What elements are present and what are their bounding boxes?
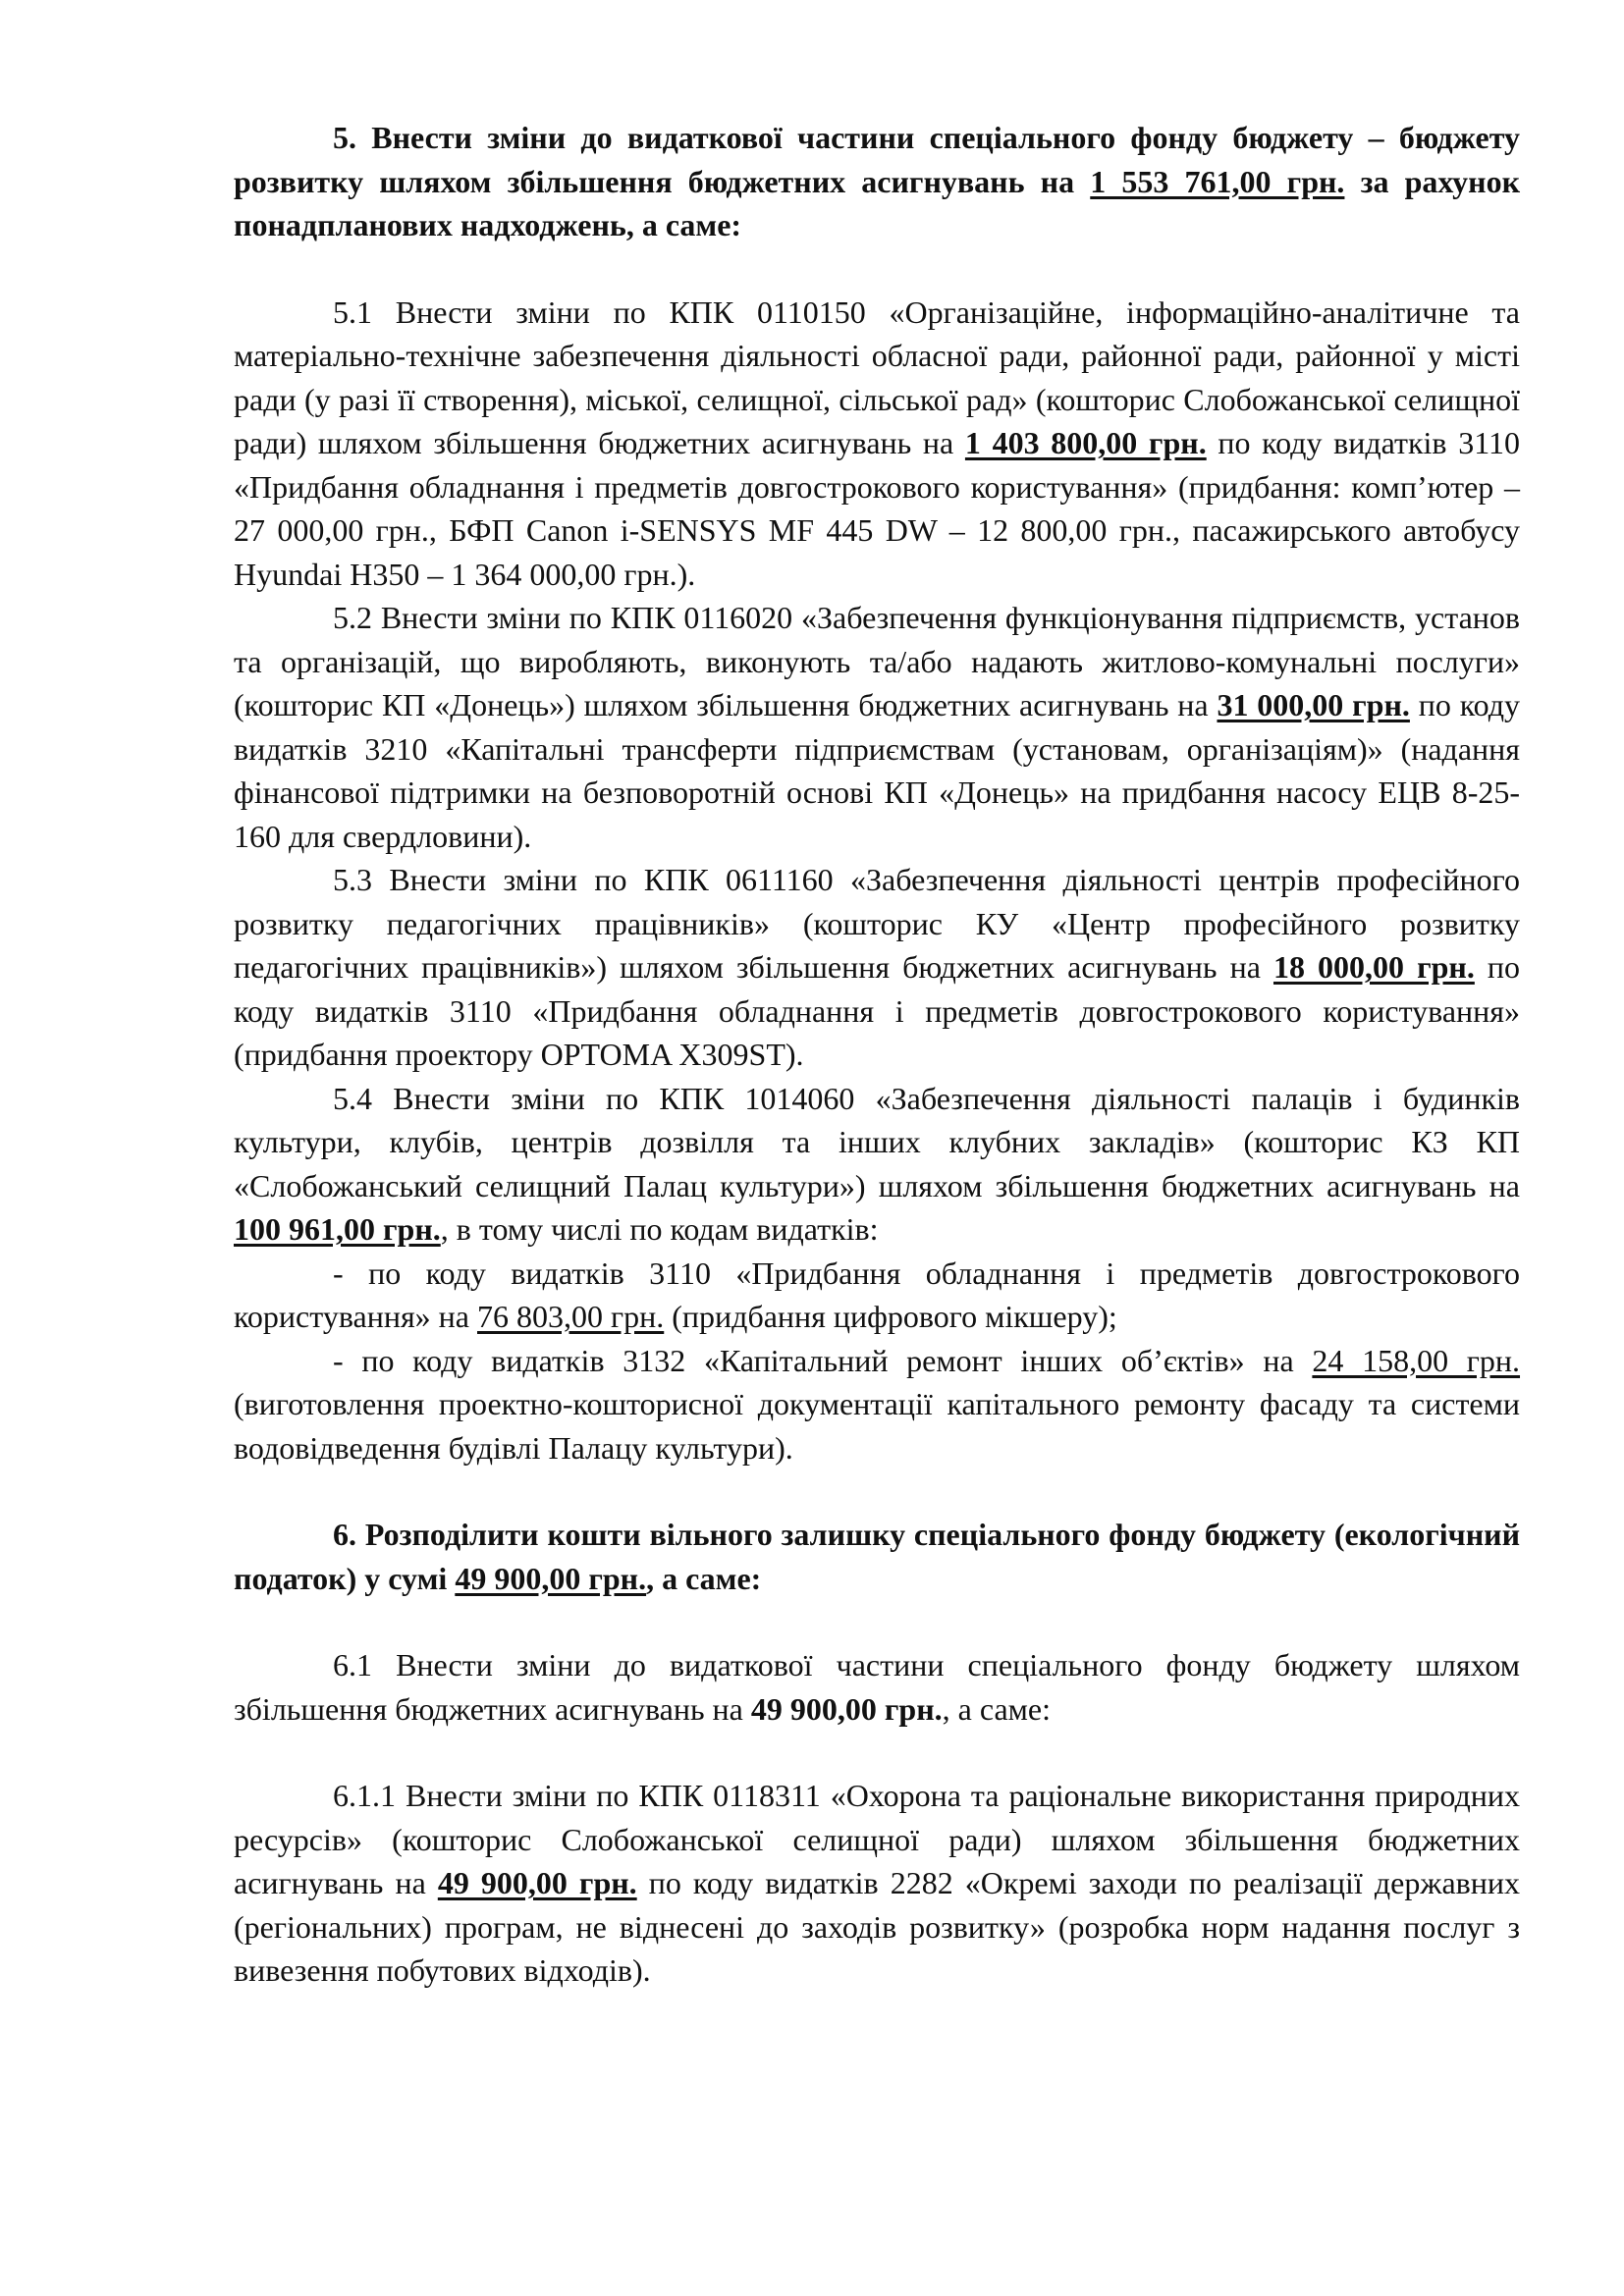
clause-5-2-text: 5.2 Внести зміни по КПК 0116020 «Забезпечення функціонування підприємств, установ та організацій, що виробляють, виконують та/або надають житлово-комунальні послуги» (кошторис КП «Донець») шляхом збільшення бюджетних асигнувань на	[234, 600, 1520, 722]
item-3110-amount: 76 803,00 грн.	[477, 1299, 665, 1334]
item-3132-details: (виготовлення проектно-кошторисної документації капітального ремонту фасаду та системи водовідведення будівлі Палацу культури).	[234, 1386, 1520, 1466]
section-5-title-end: за рахунок понадпланових надходжень, а саме:	[234, 163, 1521, 242]
section-6-title-start: 6. Розподілити кошти вільного залишку спеціального фонду бюджету (екологічний податок) у сумі	[234, 1517, 1520, 1596]
clause-5-3-text: 5.3 Внести зміни по КПК 0611160 «Забезпечення діяльності центрів професійного розвитку педагогічних працівників» (кошторис КУ «Центр професійного розвитку педагогічних працівників») шляхом збільшення бюджетних асигнувань на	[234, 862, 1520, 985]
item-3110-text: - по коду видатків 3110 «Придбання обладнання і предметів довгострокового користування» на	[234, 1255, 1520, 1334]
clause-5-4-text: 5.4 Внести зміни по КПК 1014060 «Забезпечення діяльності палаців і будинків культури, клубів, центрів дозвілля та інших клубних закладів» (кошторис КЗ КП «Слобожанський селищний Палац культури») шляхом збільшення бюджетних асигнувань на	[234, 1080, 1520, 1203]
section-6-title-end: , а саме:	[646, 1560, 762, 1596]
clause-5-4-details: , в тому числі по кодам видатків:	[440, 1211, 879, 1247]
clause-6-1-1-text: 6.1.1 Внести зміни по КПК 0118311 «Охорона та раціональне використання природних ресурсів» (кошторис Слобожанської селищної ради) шляхом збільшення бюджетних асигнувань на	[234, 1778, 1520, 1900]
clause-6-1-1-amount: 49 900,00 грн.	[437, 1865, 637, 1900]
clause-5-1	[234, 291, 1520, 597]
clause-6-1	[234, 1643, 1520, 1731]
clause-6-1-1-details: по коду видатків 2282 «Окремі заходи по реалізації державних (регіональних) програм, не віднесені до заходів розвитку» (розробка норм надання послуг з вивезення побутових відходів).	[234, 1865, 1520, 1988]
section-6-amount: 49 900,00 грн.	[455, 1560, 647, 1596]
clause-5-3-details: по коду видатків 3110 «Придбання обладнання і предметів довгострокового користування» (придбання проектору OPTOMA X309ST).	[234, 949, 1521, 1072]
item-3132-amount: 24 158,00 грн.	[1312, 1342, 1521, 1378]
section-6-heading	[234, 1513, 1520, 1600]
clause-5-4	[234, 1077, 1520, 1252]
document-body	[234, 116, 1520, 1993]
item-3132-text: - по коду видатків 3132 «Капітальний ремонт інших об’єктів» на	[333, 1342, 1294, 1378]
clause-5-2-details: по коду видатків 3210 «Капітальні трансферти підприємствам (установам, організаціям)» (надання фінансової підтримки на безповоротній основі КП «Донець» на придбання насосу ЕЦВ 8-25-160 для свердловини).	[234, 687, 1521, 854]
clause-5-1-details: по коду видатків 3110 «Придбання обладнання і предметів довгострокового користування» (придбання: комп’ютер – 27 000,00 грн., БФП Canon i-SENSYS MF 445 DW – 12 800,00 грн., пасажирського автобусу Hyundai H350 – 1 364 000,00 грн.).	[234, 425, 1521, 592]
item-3110-details: (придбання цифрового мікшеру);	[672, 1299, 1117, 1334]
clause-6-1-text: 6.1 Внести зміни до видаткової частини спеціального фонду бюджету шляхом збільшення бюджетних асигнувань на	[234, 1647, 1520, 1727]
clause-6-1-end: , а саме:	[942, 1690, 1051, 1727]
clause-5-3-amount: 18 000,00 грн.	[1272, 949, 1475, 985]
clause-5-1-amount: 1 403 800,00 грн.	[964, 425, 1207, 460]
clause-5-2-amount: 31 000,00 грн.	[1217, 687, 1410, 722]
section-5-heading	[234, 116, 1520, 247]
clause-5-4-amount: 100 961,00 грн.	[234, 1211, 441, 1247]
clause-5-4-item-3110	[234, 1252, 1520, 1339]
clause-6-1-1	[234, 1774, 1520, 1993]
clause-5-4-item-3132	[234, 1339, 1520, 1470]
clause-6-1-amount: 49 900,00 грн.	[750, 1690, 943, 1727]
clause-5-3	[234, 858, 1520, 1077]
clause-5-2	[234, 596, 1520, 858]
section-5-title-start: 5. Внести зміни до видаткової частини спеціального фонду бюджету – бюджету розвитку шляхом збільшення бюджетних асигнувань на	[234, 120, 1520, 199]
section-5-amount: 1 553 761,00 грн.	[1090, 163, 1345, 199]
clause-5-1-text: 5.1 Внести зміни по КПК 0110150 «Організаційне, інформаційно-аналітичне та матеріально-технічне забезпечення діяльності обласної ради, районної ради, районної у місті ради (у разі її створення), міської, селищної, сільської рад» (кошторис Слобожанської селищної ради) шляхом збільшення бюджетних асигнувань на	[234, 294, 1520, 460]
